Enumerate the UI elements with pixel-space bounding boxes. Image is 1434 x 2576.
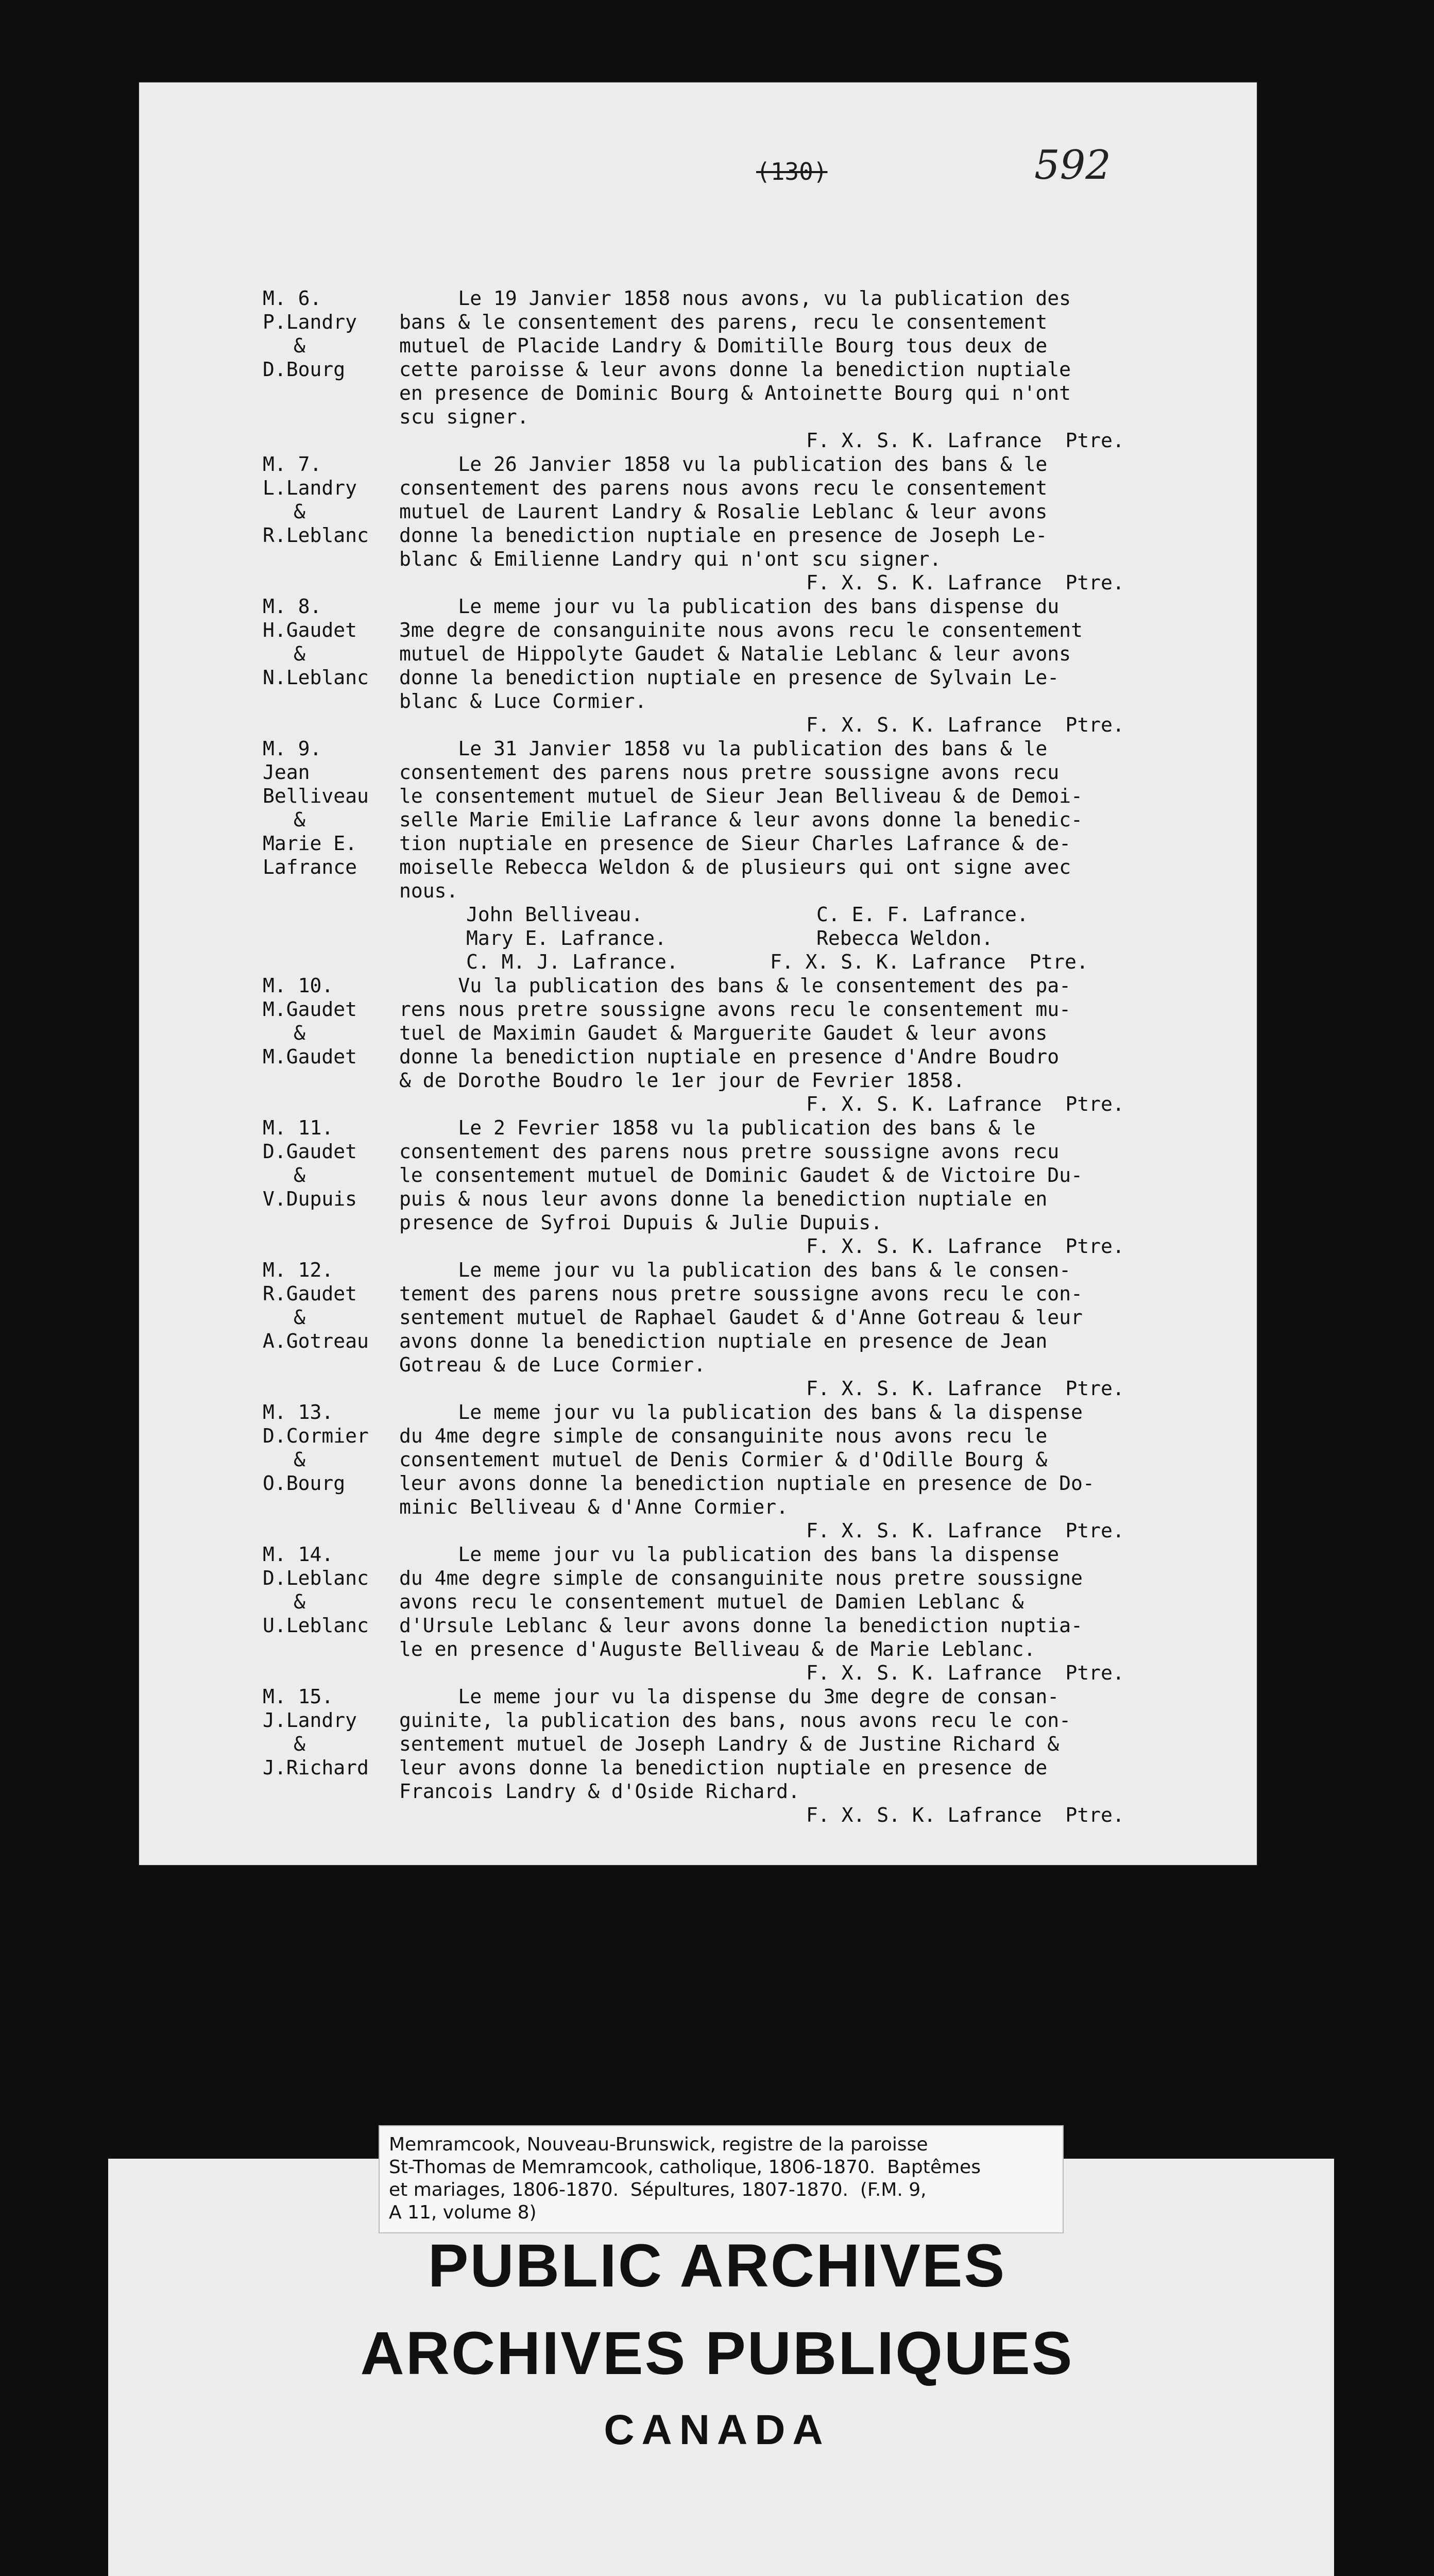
margin-note: M. 11.	[263, 1116, 334, 1139]
entry-text-line: tuel de Maximin Gaudet & Marguerite Gaudet & leur avons	[399, 1022, 1048, 1044]
margin-note: Belliveau	[263, 785, 369, 807]
entry-text-line: consentement des parens nous avons recu le consentement	[399, 477, 1048, 499]
entry-text-line: mutuel de Hippolyte Gaudet & Natalie Leblanc & leur avons	[399, 642, 1071, 665]
marriage-entry	[263, 737, 1221, 974]
priest-signature: F. X. S. K. Lafrance Ptre.	[806, 1377, 1124, 1400]
entry-body	[399, 452, 1218, 595]
entry-text-line: cette paroisse & leur avons donne la benediction nuptiale	[399, 358, 1071, 381]
entry-margin	[263, 1685, 399, 1827]
entry-text-line: le en presence d'Auguste Belliveau & de Marie Leblanc.	[399, 1638, 1036, 1660]
margin-note: &	[294, 1590, 305, 1613]
marriage-entry	[263, 974, 1221, 1116]
margin-note: D.Bourg	[263, 358, 346, 381]
witness-name: Mary E. Lafrance.	[466, 927, 667, 950]
entry-text-line: tion nuptiale en presence de Sieur Charles Lafrance & de-	[399, 832, 1071, 855]
entry-text-line: du 4me degre simple de consanguinite nous pretre soussigne	[399, 1567, 1083, 1589]
margin-note: &	[294, 642, 305, 665]
entry-text-line: d'Ursule Leblanc & leur avons donne la benediction nuptia-	[399, 1614, 1083, 1637]
entry-text-line: Le 19 Janvier 1858 nous avons, vu la publication des	[399, 287, 1071, 310]
entry-text-line: tement des parens nous pretre soussigne avons recu le con-	[399, 1282, 1083, 1305]
margin-note: M. 13.	[263, 1401, 334, 1423]
entry-text-line: donne la benediction nuptiale en presence d'Andre Boudro	[399, 1045, 1060, 1068]
entry-text-line: bans & le consentement des parens, recu le consentement	[399, 311, 1048, 333]
margin-note: D.Cormier	[263, 1425, 369, 1447]
margin-note: M. 10.	[263, 974, 334, 997]
entry-text-line: du 4me degre simple de consanguinite nous avons recu le	[399, 1425, 1048, 1447]
entry-body	[399, 1258, 1218, 1400]
entry-text-line: scu signer.	[399, 405, 529, 428]
margin-note: D.Leblanc	[263, 1567, 369, 1589]
entry-text-line: Le meme jour vu la publication des bans la dispense	[399, 1543, 1060, 1566]
marriage-entry	[263, 1116, 1221, 1258]
entry-text-line: rens nous pretre soussigne avons recu le consentement mu-	[399, 998, 1071, 1021]
entry-body	[399, 737, 1218, 974]
marriage-entries	[263, 286, 1221, 1827]
margin-note: &	[294, 500, 305, 523]
margin-note: H.Gaudet	[263, 619, 357, 641]
marriage-entry	[263, 1685, 1221, 1827]
entry-text-line: 3me degre de consanguinite nous avons recu le consentement	[399, 619, 1083, 641]
old-folio-number: (130)	[756, 158, 828, 185]
witness-name: John Belliveau.	[466, 903, 643, 926]
entry-text-line: blanc & Emilienne Landry qui n'ont scu signer.	[399, 548, 942, 570]
margin-note: &	[294, 808, 305, 831]
entry-body	[399, 595, 1218, 737]
margin-note: V.Dupuis	[263, 1188, 357, 1210]
priest-signature: F. X. S. K. Lafrance Ptre.	[806, 714, 1124, 736]
entry-text-line: moiselle Rebecca Weldon & de plusieurs qui ont signe avec	[399, 856, 1071, 878]
entry-text-line: guinite, la publication des bans, nous avons recu le con-	[399, 1709, 1071, 1732]
marriage-entry	[263, 1543, 1221, 1685]
entry-text-line: Le 26 Janvier 1858 vu la publication des bans & le	[399, 453, 1048, 476]
witness-name: Rebecca Weldon.	[816, 927, 994, 950]
witness-name: C. E. F. Lafrance.	[816, 903, 1029, 926]
entry-text-line: presence de Syfroi Dupuis & Julie Dupuis.	[399, 1211, 882, 1234]
priest-signature: F. X. S. K. Lafrance Ptre.	[770, 951, 1088, 973]
entry-body	[399, 286, 1218, 452]
marriage-entry	[263, 1258, 1221, 1400]
entry-body	[399, 1543, 1218, 1685]
entry-body	[399, 1116, 1218, 1258]
entry-text-line: leur avons donne la benediction nuptiale en presence de Do-	[399, 1472, 1095, 1495]
margin-note: M. 14.	[263, 1543, 334, 1566]
margin-note: N.Leblanc	[263, 666, 369, 689]
margin-note: M. 6.	[263, 287, 322, 310]
entry-text-line: sentement mutuel de Joseph Landry & de Justine Richard &	[399, 1733, 1060, 1755]
marriage-entry	[263, 452, 1221, 595]
entry-text-line: blanc & Luce Cormier.	[399, 690, 647, 713]
entry-text-line: avons donne la benediction nuptiale en presence de Jean	[399, 1330, 1048, 1352]
margin-note: M. 9.	[263, 737, 322, 760]
priest-signature: F. X. S. K. Lafrance Ptre.	[806, 429, 1124, 452]
margin-note: M.Gaudet	[263, 1045, 357, 1068]
entry-text-line: & de Dorothe Boudro le 1er jour de Fevrier 1858.	[399, 1069, 965, 1092]
marriage-entry	[263, 1400, 1221, 1543]
entry-text-line: mutuel de Placide Landry & Domitille Bourg tous deux de	[399, 334, 1048, 357]
priest-signature: F. X. S. K. Lafrance Ptre.	[806, 1662, 1124, 1684]
catalog-line: A 11, volume 8)	[389, 2202, 537, 2223]
archives-title-en: PUBLIC ARCHIVES	[428, 2232, 1006, 2300]
margin-note: M. 12.	[263, 1259, 334, 1281]
priest-signature: F. X. S. K. Lafrance Ptre.	[806, 1235, 1124, 1258]
entry-text-line: donne la benediction nuptiale en presence de Sylvain Le-	[399, 666, 1060, 689]
witness-signatures	[399, 903, 1218, 974]
entry-text-line: Le meme jour vu la publication des bans & le consen-	[399, 1259, 1071, 1281]
entry-text-line: Le 2 Fevrier 1858 vu la publication des bans & le	[399, 1116, 1036, 1139]
entry-margin	[263, 1116, 399, 1258]
archives-title-fr: ARCHIVES PUBLIQUES	[360, 2319, 1074, 2387]
entry-text-line: consentement mutuel de Denis Cormier & d'Odille Bourg &	[399, 1448, 1048, 1471]
margin-note: M.Gaudet	[263, 998, 357, 1021]
catalog-line: et mariages, 1806-1870. Sépultures, 1807-1870. (F.M. 9,	[389, 2179, 927, 2200]
entry-text-line: le consentement mutuel de Dominic Gaudet & de Victoire Du-	[399, 1164, 1083, 1187]
priest-signature: F. X. S. K. Lafrance Ptre.	[806, 1804, 1124, 1826]
margin-note: D.Gaudet	[263, 1140, 357, 1163]
marriage-entry	[263, 595, 1221, 737]
entry-text-line: donne la benediction nuptiale en presence de Joseph Le-	[399, 524, 1048, 547]
priest-signature: F. X. S. K. Lafrance Ptre.	[806, 571, 1124, 594]
entry-text-line: mutuel de Laurent Landry & Rosalie Leblanc & leur avons	[399, 500, 1048, 523]
archives-country: CANADA	[604, 2406, 830, 2453]
folio-number: 592	[1034, 142, 1111, 189]
catalog-line: Memramcook, Nouveau-Brunswick, registre de la paroisse	[389, 2134, 928, 2155]
entry-body	[399, 1685, 1218, 1827]
entry-text-line: Le meme jour vu la publication des bans & la dispense	[399, 1401, 1083, 1423]
entry-margin	[263, 452, 399, 595]
margin-note: U.Leblanc	[263, 1614, 369, 1637]
priest-signature: F. X. S. K. Lafrance Ptre.	[806, 1093, 1124, 1115]
entry-text-line: en presence de Dominic Bourg & Antoinette Bourg qui n'ont	[399, 382, 1071, 404]
entry-text-line: puis & nous leur avons donne la benediction nuptiale en	[399, 1188, 1048, 1210]
catalog-line: St-Thomas de Memramcook, catholique, 1806-1870. Baptêmes	[389, 2157, 981, 2178]
margin-note: R.Gaudet	[263, 1282, 357, 1305]
margin-note: &	[294, 1448, 305, 1471]
entry-text-line: avons recu le consentement mutuel de Damien Leblanc &	[399, 1590, 1024, 1613]
entry-text-line: Le 31 Janvier 1858 vu la publication des bans & le	[399, 737, 1048, 760]
entry-margin	[263, 1543, 399, 1685]
entry-text-line: Le meme jour vu la publication des bans dispense du	[399, 595, 1060, 618]
margin-note: M. 15.	[263, 1685, 334, 1708]
entry-margin	[263, 974, 399, 1116]
margin-note: J.Landry	[263, 1709, 357, 1732]
margin-note: L.Landry	[263, 477, 357, 499]
entry-margin	[263, 595, 399, 737]
entry-margin	[263, 286, 399, 452]
entry-text-line: selle Marie Emilie Lafrance & leur avons donne la benedic-	[399, 808, 1083, 831]
entry-body	[399, 974, 1218, 1116]
page-header	[138, 142, 1258, 204]
entry-body	[399, 1400, 1218, 1543]
margin-note: P.Landry	[263, 311, 357, 333]
margin-note: J.Richard	[263, 1756, 369, 1779]
margin-note: M. 8.	[263, 595, 322, 618]
entry-text-line: nous.	[399, 879, 458, 902]
margin-note: &	[294, 1164, 305, 1187]
priest-signature: F. X. S. K. Lafrance Ptre.	[806, 1519, 1124, 1542]
margin-note: Jean	[263, 761, 310, 784]
margin-note: &	[294, 1733, 305, 1755]
entry-text-line: consentement des parens nous pretre soussigne avons recu	[399, 761, 1060, 784]
entry-text-line: minic Belliveau & d'Anne Cormier.	[399, 1496, 788, 1518]
margin-note: R.Leblanc	[263, 524, 369, 547]
witness-name: C. M. J. Lafrance.	[466, 951, 678, 973]
margin-note: M. 7.	[263, 453, 322, 476]
margin-note: A.Gotreau	[263, 1330, 369, 1352]
margin-note: &	[294, 1022, 305, 1044]
margin-note: O.Bourg	[263, 1472, 346, 1495]
margin-note: &	[294, 334, 305, 357]
entry-text-line: leur avons donne la benediction nuptiale en presence de	[399, 1756, 1048, 1779]
entry-margin	[263, 1400, 399, 1543]
entry-text-line: Francois Landry & d'Oside Richard.	[399, 1780, 800, 1803]
margin-note: &	[294, 1306, 305, 1329]
entry-text-line: consentement des parens nous pretre soussigne avons recu	[399, 1140, 1060, 1163]
entry-text-line: sentement mutuel de Raphael Gaudet & d'Anne Gotreau & leur	[399, 1306, 1083, 1329]
margin-note: Lafrance	[263, 856, 357, 878]
entry-text-line: le consentement mutuel de Sieur Jean Belliveau & de Demoi-	[399, 785, 1083, 807]
entry-text-line: Gotreau & de Luce Cormier.	[399, 1353, 706, 1376]
catalog-label	[379, 2125, 1064, 2233]
entry-text-line: Le meme jour vu la dispense du 3me degre de consan-	[399, 1685, 1060, 1708]
entry-text-line: Vu la publication des bans & le consentement des pa-	[399, 974, 1071, 997]
entry-margin	[263, 737, 399, 974]
margin-note: Marie E.	[263, 832, 357, 855]
marriage-entry	[263, 286, 1221, 452]
entry-margin	[263, 1258, 399, 1400]
